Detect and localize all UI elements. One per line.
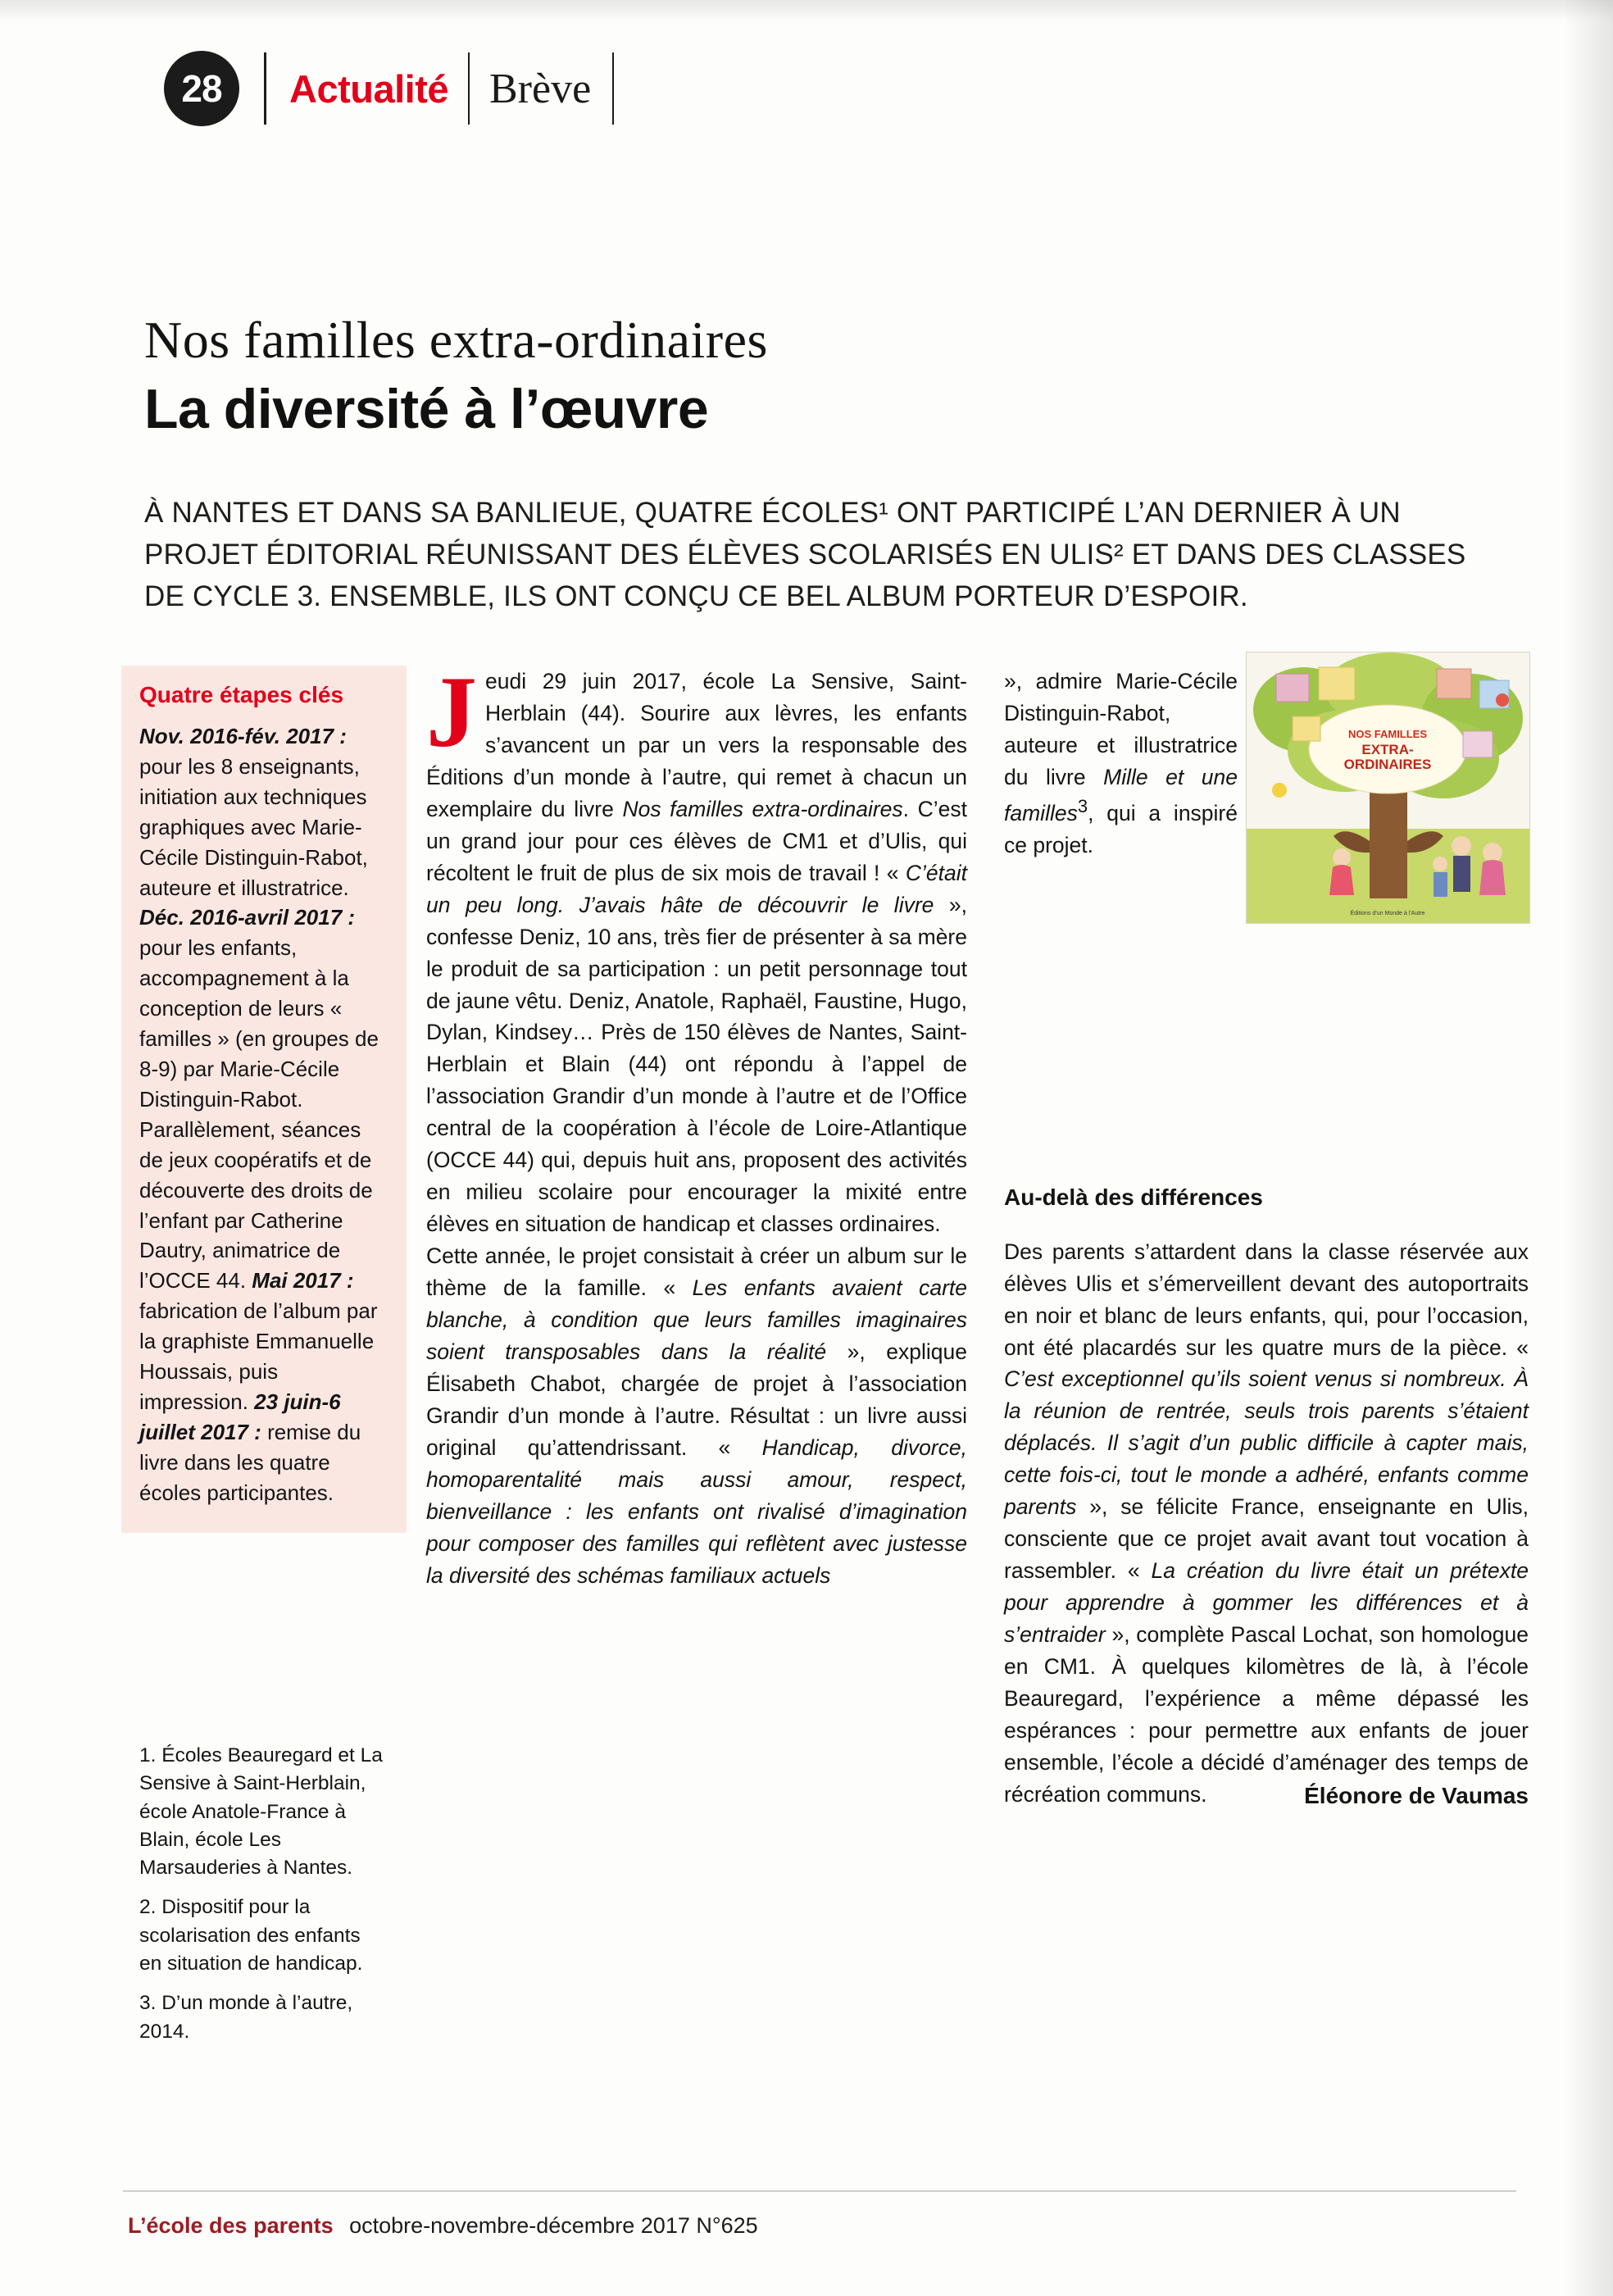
para3-part-a: Des parents s’attardent dans la classe réservée aux élèves Ulis et s’émerveillent devant des autoportraits en noir et blanc de leurs enfants, qui, pour l’occasion, ont été placardés sur les quatre murs de la pièce. « <box>1004 1239 1529 1360</box>
sidebar-item-4-label: 23 juin-6 juillet 2017 : <box>139 1389 341 1444</box>
article-column-2-top <box>1004 666 1238 862</box>
para2-part-a: Cette année, le projet consistait à créer un album sur le thème de la famille. « <box>426 1243 967 1301</box>
footnote-1: 1. Écoles Beauregard et La Sensive à Saint-Herblain, école Anatole-France à Blain, école Les Marsauderies à Nantes. <box>139 1744 383 1880</box>
page-title: La diversité à l’œuvre <box>144 378 709 440</box>
sidebar-steps-box <box>121 666 407 1533</box>
header-divider-1 <box>264 52 266 125</box>
sidebar-title: Quatre étapes clés <box>139 682 344 707</box>
header-divider-2 <box>468 52 470 125</box>
para3-italic-1: C’est exceptionnel qu’ils soient venus si nombreux. À la réunion de rentrée, seuls trois parents s’étaient déplacés. Il s’agit d’un public difficile à capter mais, cette fois-ci, tout le monde a adhéré, enfants comme parents <box>1004 1366 1529 1520</box>
page-number-badge: 28 <box>164 51 239 126</box>
page-footer <box>128 2213 758 2239</box>
para1-italic-quote: C’était un peu long. J’avais hâte de découvrir le livre <box>426 860 967 917</box>
svg-text:NOS FAMILLES: NOS FAMILLES <box>1347 728 1428 740</box>
header-kicker: Brève <box>489 65 592 112</box>
section-subhead: Au-delà des différences <box>1004 1184 1263 1210</box>
footnote-3: 3. D’un monde à l’autre, 2014. <box>139 1992 353 2043</box>
sidebar-item-2-label: Déc. 2016-avril 2017 : <box>139 905 356 930</box>
para2-footnote-ref: 3 <box>1077 795 1088 816</box>
footer-issue: octobre-novembre-décembre 2017 N°625 <box>349 2213 758 2238</box>
para2-part-b: », explique Élisabeth Chabot, chargée de projet à l’association Grandir d’un monde à l’autre. Résultat : un livre aussi original qu’attendrissant. « <box>426 1339 967 1460</box>
article-column-2 <box>1004 1180 1529 1832</box>
article-surtitle: Nos familles extra-ordinaires <box>144 311 768 369</box>
sidebar-item-4-text: remise du livre dans les quatre écoles participantes. <box>139 1419 361 1505</box>
drop-cap: J <box>426 656 477 768</box>
para1-italic-title: Nos familles extra-ordinaires <box>622 796 903 821</box>
para1-part-b: . C’est un grand jour pour ces élèves de CM1 et d’Ulis, qui récoltent le fruit de plus de six mois de travail ! « <box>426 796 967 885</box>
article-standfirst: À NANTES ET DANS SA BANLIEUE, QUATRE ÉCOLES¹ ONT PARTICIPÉ L’AN DERNIER À UN PROJET ÉDITORIAL RÉUNISSANT DES ÉLÈVES SCOLARISÉS EN ULIS² ET DANS DES CLASSES DE CYCLE 3. ENSEMBLE, ILS ONT CONÇU CE BEL ALBUM PORTEUR D’ESPOIR. <box>144 497 1466 613</box>
para1-part-c: », confesse Deniz, 10 ans, très fier de présenter à sa mère le produit de sa participation : un petit personnage tout de jaune vêtu. Deniz, Anatole, Raphaël, Faustine, Hugo, Dylan, Kindsey… Près de 150 élèves de Nantes, Saint-Herblain et Blain (44) ont répondu à l’appel de l’association Grandir d’un monde à l’autre et de l’Office central de la coopération à l’école de Loire-Atlantique (OCCE 44) qui, depuis huit ans, proposent des activités en milieu scolaire pour encourager la mixité entre élèves en situation de handicap et classes ordinaires. <box>426 892 968 1237</box>
header-rubric: Actualité <box>289 66 448 111</box>
sidebar-item-3-text: fabrication de l’album par la graphiste Emmanuelle Houssais, puis impression. <box>139 1298 378 1414</box>
article-paragraph-3 <box>1004 1236 1529 1811</box>
article-paragraph-1 <box>426 656 968 1240</box>
para3-part-b: », se félicite France, enseignante en Ulis, consciente que ce projet avait avant tout vocation à rassembler. « <box>1004 1494 1529 1584</box>
para3-part-c: », complète Pascal Lochat, son homologue en CM1. À quelques kilomètres de là, à l’école Beauregard, l’expérience a même dépassé les espérances : pour permettre aux enfants de jouer ensemble, l’école a décidé d’aménager des temps de récréation communs. <box>1004 1622 1529 1807</box>
footer-divider <box>123 2190 1516 2192</box>
para2-italic-2: Handicap, divorce, homoparentalité mais aussi amour, respect, bienveillance : les enfants ont rivalisé d’imagination pour composer des familles qui reflètent avec justesse la diversité des schémas familiaux actuels <box>426 1434 967 1588</box>
header-divider-3 <box>612 52 614 125</box>
footnotes <box>139 1742 385 2057</box>
footnote-2: 2. Dispositif pour la scolarisation des enfants en situation de handicap. <box>139 1896 363 1975</box>
sidebar-body <box>139 721 388 1508</box>
para2-italic-1: Les enfants avaient carte blanche, à condition que leurs familles imaginaires soient transposables dans la réalité <box>426 1275 968 1365</box>
article-byline: Éléonore de Vaumas <box>1304 1782 1529 1808</box>
svg-text:Éditions d’un Monde à l’Autre: Éditions d’un Monde à l’Autre <box>1350 911 1425 916</box>
para3-italic-2: La création du livre était un prétexte pour apprendre à gommer les différences et à s’entraider <box>1004 1558 1529 1648</box>
book-cover-illustration <box>1247 652 1529 923</box>
footer-brand: L’école des parents <box>128 2213 334 2238</box>
book-cover-image <box>1246 652 1530 924</box>
svg-text:ORDINAIRES: ORDINAIRES <box>1343 757 1432 772</box>
sidebar-item-3-label: Mai 2017 : <box>252 1268 354 1293</box>
svg-text:EXTRA-: EXTRA- <box>1361 742 1414 757</box>
para2-part-c: », admire Marie-Cécile Distinguin-Rabot, auteure et illustratrice du livre <box>1004 669 1238 789</box>
sidebar-item-1-label: Nov. 2016-fév. 2017 : <box>139 724 347 748</box>
article-paragraph-2-continued <box>1004 666 1238 862</box>
para1-part-a: eudi 29 juin 2017, école La Sensive, Saint-Herblain (44). Sourire aux lèvres, les enfants s’avancent un par un vers la responsable des Éditions d’un monde à l’autre, qui remet à chacun un exemplaire du livre <box>426 669 967 821</box>
para2-italic-3: Mille et une familles <box>1004 764 1238 825</box>
para2-part-d: , qui a inspiré ce projet. <box>1004 800 1238 857</box>
article-column-1 <box>426 656 968 1592</box>
sidebar-item-2-text: pour les enfants, accompagnement à la conception de leurs « familles » (en groupes de 8-9) par Marie-Cécile Distinguin-Rabot. Parallèlement, séances de jeux coopératifs et de découverte des droits de l’enfant par Catherine Dautry, animatrice de l’OCCE 44. <box>139 935 379 1293</box>
page-header <box>164 49 614 128</box>
sidebar-item-1-text: pour les 8 enseignants, initiation aux techniques graphiques avec Marie-Cécile Distinguin-Rabot, auteure et illustratrice. <box>139 753 368 900</box>
article-paragraph-2 <box>426 1240 967 1591</box>
